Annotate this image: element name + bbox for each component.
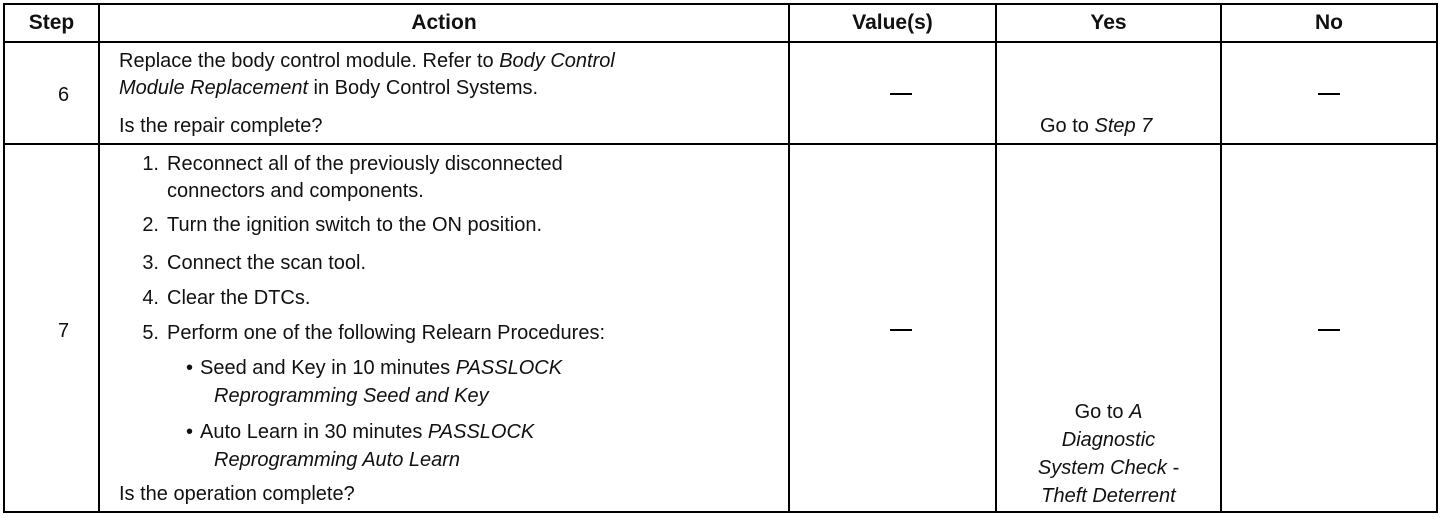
bullet-icon: • [186,421,194,443]
header-values: Value(s) [852,11,933,34]
bullet-text: Auto Learn in 30 minutes [200,421,428,443]
list-number: 1. [142,153,159,175]
header-no: No [1315,11,1343,34]
col-divider-yes [1220,3,1222,513]
bullet-icon: • [186,357,194,379]
header-yes: Yes [1090,11,1127,34]
list-item-text: Reconnect all of the previously disconnected [167,153,563,175]
row7-bullet-2-link-cont[interactable]: Reprogramming Auto Learn [214,449,461,471]
row6-action-text-end: in Body Control Systems. [308,77,539,99]
row6-action-line1 [119,48,779,75]
row6-yes [1040,113,1220,140]
row6-no-dash [1318,93,1340,95]
row7-item-4 [133,285,773,312]
row7-bullet-2 [186,419,776,446]
list-number: 2. [142,214,159,236]
row6-action-link-part1[interactable]: Body Control [499,50,615,72]
row6-value-dash [890,93,912,95]
row7-item-1-cont: connectors and components. [167,180,424,202]
row6-yes-prefix: Go to [1040,115,1095,137]
row6-action-line2 [119,75,779,102]
list-number: 4. [142,287,159,309]
row7-question: Is the operation complete? [119,483,355,505]
row7-item-5 [133,320,773,347]
list-item-text: Perform one of the following Relearn Procedures: [167,322,606,344]
list-item-text: Connect the scan tool. [167,252,367,274]
bullet-text: Seed and Key in 10 minutes [200,357,456,379]
row7-bullet-1-link-cont[interactable]: Reprogramming Seed and Key [214,385,489,407]
header-step: Step [28,11,75,34]
list-item-text: Turn the ignition switch to the ON position. [167,214,542,236]
row-divider [3,143,1438,145]
row7-yes-line1 [997,398,1220,426]
row6-action-text: Replace the body control module. Refer to [119,50,500,72]
row7-no-dash [1318,329,1340,331]
row7-bullet-1 [186,355,776,382]
row7-item-2 [133,212,773,239]
list-number: 3. [142,252,159,274]
row6-action-link-part2[interactable]: Module Replacement [119,77,308,99]
step-number-7: 7 [58,320,70,342]
row6-yes-link[interactable]: Step 7 [1094,115,1153,137]
table-border-right [1436,3,1438,513]
step-number-6: 6 [58,84,70,106]
list-item-text: Clear the DTCs. [167,287,311,309]
row7-yes [997,398,1220,510]
row6-question: Is the repair complete? [119,115,323,137]
table-border-left [3,3,5,513]
row7-value-dash [890,329,912,331]
row6-action [119,48,779,102]
row7-yes-prefix: Go to [1074,401,1130,423]
col-divider-action [788,3,790,513]
row7-item-1 [133,151,773,178]
bullet-link-part1[interactable]: PASSLOCK [427,421,535,443]
row7-yes-link-4[interactable]: Theft Deterrent [1041,485,1176,507]
row7-yes-link-3[interactable]: System Check - [1037,457,1180,479]
col-divider-step [98,3,100,513]
row7-item-3 [133,250,773,277]
header-action: Action [411,11,477,34]
table-border-bottom [3,511,1438,513]
bullet-link-part1[interactable]: PASSLOCK [455,357,563,379]
row7-yes-link-2[interactable]: Diagnostic [1061,429,1156,451]
list-number: 5. [142,322,159,344]
row7-yes-link-1[interactable]: A [1129,401,1143,423]
